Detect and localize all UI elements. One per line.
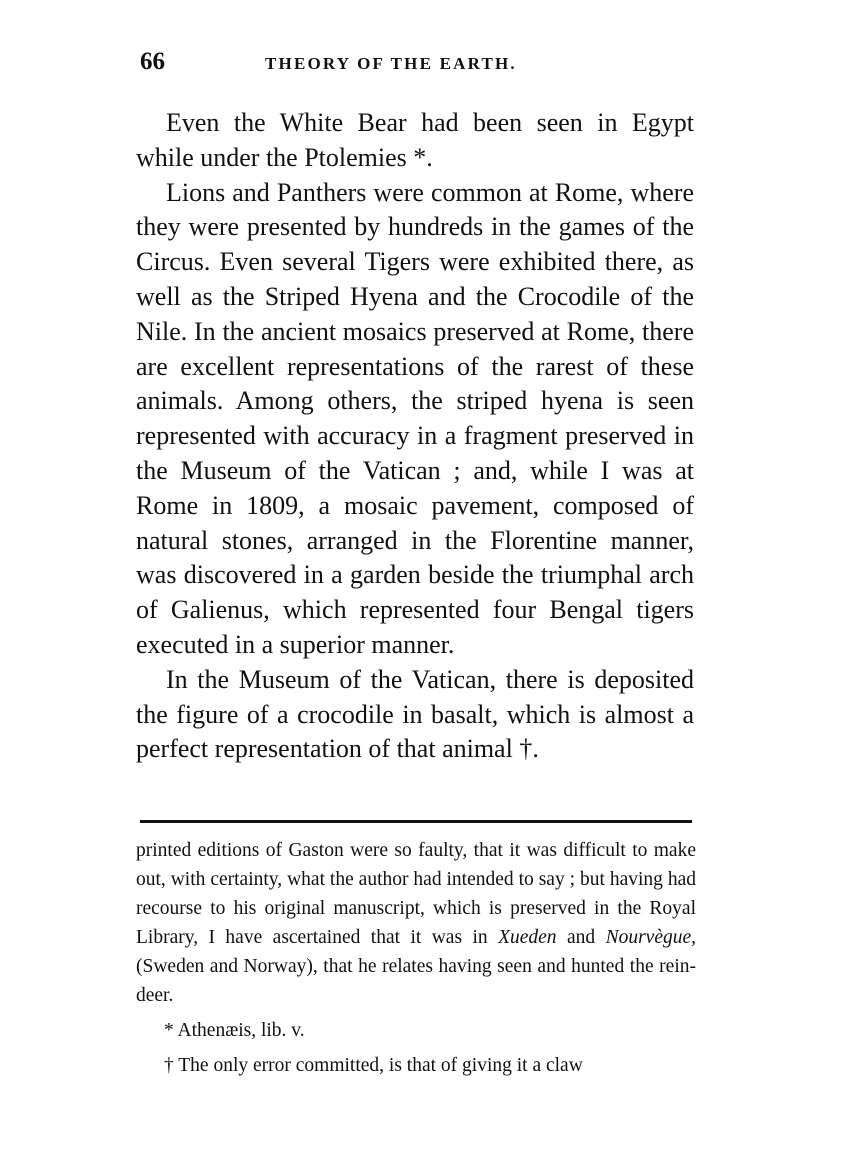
footnote-text-middle: and (556, 927, 606, 948)
page-header (140, 48, 700, 88)
paragraph-white-bear: Even the White Bear had been seen in Egypt while under the Ptolemies *. (136, 108, 694, 172)
footnote-dagger: † The only error committed, is that of giving it a claw (164, 1055, 583, 1076)
body-text (136, 106, 694, 767)
footnote-italic-nourvegue: Nourvègue, (605, 927, 696, 948)
footnote-rule (140, 820, 692, 823)
paragraph-lions-panthers: Lions and Panthers were common at Rome, where they were presented by hundreds in the games of the Circus. Even several Tigers were exhibited there, as well as the Striped Hyena and the Crocodile of the Nile. In the ancient mosaics preserved at Rome, there are excellent representations of the rarest of these animals. Among others, the striped hyena is seen represented with accuracy in a fragment preserved in the Museum of the Vatican ; and, while I was at Rome in 1809, a mosaic pavement, composed of natural stones, arranged in the Florentine manner, was discovered in a garden beside the triumphal arch of Galienus, which represented four Bengal tigers executed in a superior manner. (136, 177, 694, 659)
page-number: 66 (140, 48, 165, 75)
paragraph-crocodile: In the Museum of the Vatican, there is deposited the figure of a crocodile in basalt, which is almost a perfect representation of that animal †. (136, 664, 694, 764)
footnote-italic-xueden: Xueden (498, 927, 557, 948)
footnotes (136, 836, 696, 1080)
footnote-text-before: printed editions of Gaston were so faulty, that it was difficult to make out, with certainty, what the author had intended to say ; but having had recourse to his original manuscript, which is preserved in the Royal Library, I have ascertained that it was in (136, 840, 696, 948)
running-head: THEORY OF THE EARTH. (265, 54, 517, 73)
footnote-continuation (136, 836, 696, 1010)
footnote-text-after: (Sweden and Norway), that he relates having seen and hunted the rein-deer. (136, 956, 696, 1006)
footnote-asterisk: * Athenæis, lib. v. (164, 1020, 305, 1041)
